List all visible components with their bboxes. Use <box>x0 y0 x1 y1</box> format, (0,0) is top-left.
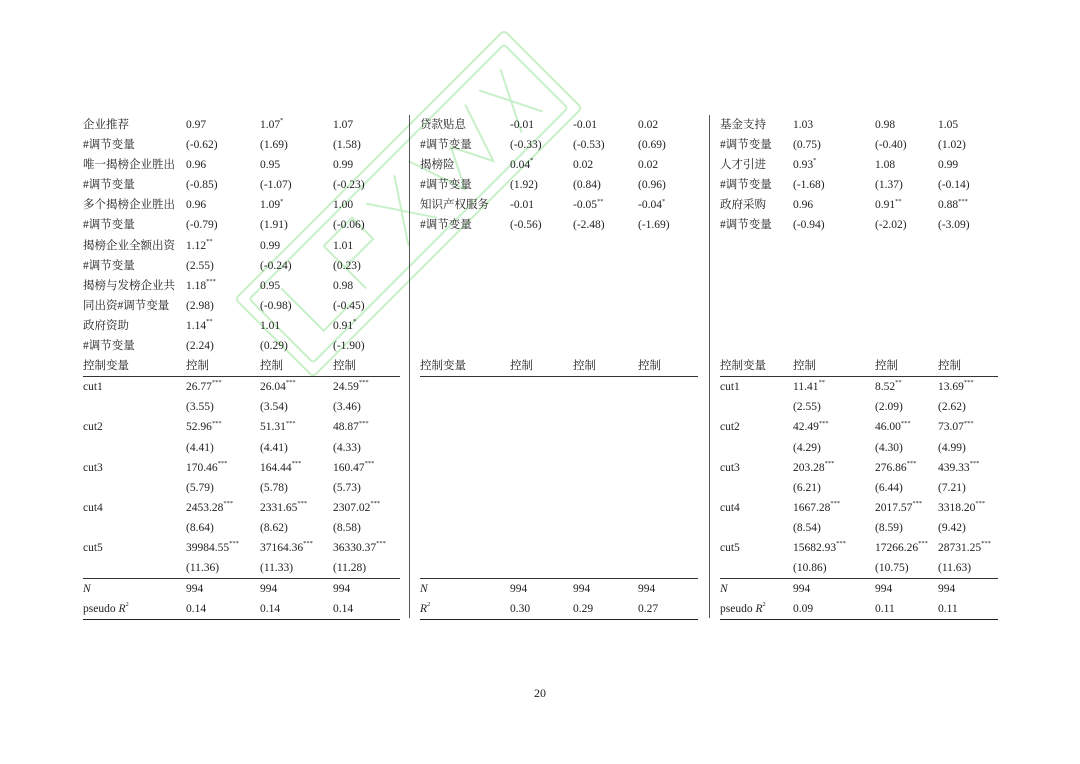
spacer-row <box>720 296 998 316</box>
value-cell: 2331.65*** <box>260 499 308 514</box>
value-cell: (1.02) <box>938 139 966 152</box>
value-cell: (-1.90) <box>333 340 365 353</box>
r-squared-row <box>420 599 698 619</box>
value-cell: 1.01 <box>260 319 281 332</box>
row-label: #调节变量 <box>83 179 135 192</box>
value-cell: (-1.69) <box>638 219 670 232</box>
spacer-row <box>420 256 698 276</box>
value-cell: (-0.56) <box>510 219 542 232</box>
value-cell: 203.28*** <box>793 459 835 474</box>
value-cell: (3.46) <box>333 401 361 414</box>
value-cell: 39984.55*** <box>186 540 239 554</box>
value-cell: 1.05 <box>938 119 959 131</box>
value-cell: (-2.02) <box>875 219 907 232</box>
row-label: pseudo $R^2$ <box>83 601 129 616</box>
cut-row <box>83 458 400 478</box>
value-cell: (-0.85) <box>186 179 218 192</box>
row-label: 同出资#调节变量 <box>83 299 170 312</box>
row-label: 人才引进 <box>720 159 766 172</box>
value-cell: (2.62) <box>938 401 966 414</box>
cut-row <box>720 518 998 538</box>
value-cell: 994 <box>875 583 893 596</box>
row-label: 控制变量 <box>720 360 766 373</box>
value-cell: (-0.53) <box>573 139 605 152</box>
value-cell: 51.31*** <box>260 419 296 434</box>
row-label: cut3 <box>720 461 740 474</box>
column-divider <box>409 115 410 618</box>
value-cell: (-0.33) <box>510 139 542 152</box>
value-cell: 0.27 <box>638 603 659 616</box>
value-cell: 28731.25*** <box>938 540 991 554</box>
spacer-row <box>420 397 698 417</box>
value-cell: 42.49*** <box>793 419 829 434</box>
cut-row <box>83 478 400 498</box>
value-cell: (10.86) <box>793 562 827 575</box>
value-cell: 994 <box>793 583 811 596</box>
row-label: 政府采购 <box>720 199 766 212</box>
value-cell: (2.55) <box>793 401 821 414</box>
row-label: 唯一揭榜企业胜出 <box>83 159 175 172</box>
value-cell: (8.62) <box>260 521 288 534</box>
row-label: N <box>720 583 728 596</box>
row-label: #调节变量 <box>83 219 135 232</box>
value-cell: 0.99 <box>938 159 959 172</box>
value-cell: (2.55) <box>186 259 214 272</box>
row-label: #调节变量 <box>720 179 772 192</box>
value-cell: 0.14 <box>260 603 281 616</box>
value-cell: 0.99 <box>260 239 281 252</box>
spacer-row <box>420 558 698 578</box>
cut-row <box>83 518 400 538</box>
control-row <box>83 356 400 376</box>
value-cell: 0.14 <box>333 603 354 616</box>
table-row <box>720 135 998 155</box>
spacer-row <box>420 478 698 498</box>
value-cell: 994 <box>938 583 956 596</box>
cut-row <box>83 498 400 518</box>
column-divider <box>709 115 710 618</box>
table-row <box>83 296 400 316</box>
cut-row <box>83 397 400 417</box>
cut-row <box>720 478 998 498</box>
value-cell: 3318.20*** <box>938 499 986 514</box>
row-label: cut1 <box>720 381 740 394</box>
value-cell: (1.91) <box>260 219 288 232</box>
cut-row <box>720 417 998 437</box>
row-label: cut2 <box>720 421 740 434</box>
value-cell: 控制 <box>186 360 209 373</box>
value-cell: 73.07*** <box>938 419 974 434</box>
cut-row <box>83 538 400 558</box>
spacer-row <box>420 458 698 478</box>
value-cell: 0.02 <box>573 159 594 172</box>
value-cell: 0.98 <box>333 279 354 292</box>
value-cell: (8.58) <box>333 521 361 534</box>
value-cell: 2453.28*** <box>186 499 234 514</box>
value-cell: 1.18*** <box>186 277 216 292</box>
cut-row <box>720 558 998 578</box>
table-row <box>720 175 998 195</box>
row-label: 多个揭榜企业胜出 <box>83 199 175 212</box>
value-cell: 994 <box>260 583 278 596</box>
row-label: 政府资助 <box>83 319 129 332</box>
value-cell: (-0.98) <box>260 299 292 312</box>
n-row <box>720 579 998 599</box>
spacer-row <box>420 538 698 558</box>
spacer-row <box>420 377 698 397</box>
regression-table-panel-c <box>720 115 998 620</box>
value-cell: 0.93* <box>793 157 817 172</box>
value-cell: -0.04* <box>638 197 666 212</box>
value-cell: (-0.14) <box>938 179 970 192</box>
value-cell: 控制 <box>333 360 356 373</box>
value-cell: 1.08 <box>875 159 896 172</box>
value-cell: 控制 <box>260 360 283 373</box>
value-cell: 52.96*** <box>186 419 222 434</box>
value-cell: (-0.40) <box>875 139 907 152</box>
value-cell: 控制 <box>875 360 898 373</box>
row-label: cut4 <box>720 501 740 514</box>
value-cell: (-0.45) <box>333 299 365 312</box>
row-label: #调节变量 <box>420 219 472 232</box>
spacer-row <box>720 256 998 276</box>
row-label: cut4 <box>83 501 103 514</box>
value-cell: 8.52** <box>875 379 902 394</box>
row-label: 控制变量 <box>83 360 129 373</box>
value-cell: (2.24) <box>186 340 214 353</box>
table-row <box>720 155 998 175</box>
cut-row <box>720 458 998 478</box>
row-label: $R^2$ <box>420 601 431 616</box>
table-row <box>83 115 400 135</box>
table-row <box>720 115 998 135</box>
page-number: 20 <box>534 686 546 700</box>
value-cell: 994 <box>333 583 351 596</box>
row-label: cut2 <box>83 421 103 434</box>
value-cell: -0.01 <box>510 199 534 212</box>
value-cell: (11.36) <box>186 562 220 575</box>
value-cell: 0.02 <box>638 159 659 172</box>
table-row <box>83 195 400 215</box>
value-cell: 0.11 <box>875 603 895 616</box>
value-cell: 0.11 <box>938 603 958 616</box>
value-cell: (8.54) <box>793 521 821 534</box>
value-cell: 0.30 <box>510 603 531 616</box>
value-cell: (-3.09) <box>938 219 970 232</box>
value-cell: 11.41** <box>793 379 825 394</box>
value-cell: 48.87*** <box>333 419 369 434</box>
value-cell: 0.09 <box>793 603 814 616</box>
value-cell: (-0.79) <box>186 219 218 232</box>
value-cell: (0.69) <box>638 139 666 152</box>
value-cell: (10.75) <box>875 562 909 575</box>
value-cell: 37164.36*** <box>260 540 313 554</box>
value-cell: (4.41) <box>186 441 214 454</box>
value-cell: (3.55) <box>186 401 214 414</box>
spacer-row <box>420 276 698 296</box>
table-row <box>83 215 400 235</box>
value-cell: (2.98) <box>186 299 214 312</box>
value-cell: (0.96) <box>638 179 666 192</box>
value-cell: 0.04* <box>510 157 534 172</box>
table-row <box>420 215 698 235</box>
table-row <box>83 236 400 256</box>
value-cell: (-0.23) <box>333 179 365 192</box>
value-cell: 15682.93*** <box>793 540 846 554</box>
value-cell: 1.03 <box>793 119 814 131</box>
n-row <box>420 579 698 599</box>
spacer-row <box>420 236 698 256</box>
table-rule <box>720 619 998 620</box>
value-cell: 994 <box>510 583 528 596</box>
table-row <box>83 175 400 195</box>
table-row <box>83 256 400 276</box>
value-cell: 控制 <box>510 360 533 373</box>
value-cell: 26.77*** <box>186 379 222 394</box>
value-cell: -0.01 <box>510 119 534 131</box>
cut-row <box>83 417 400 437</box>
row-label: 企业推荐 <box>83 119 129 131</box>
value-cell: 13.69*** <box>938 379 974 394</box>
value-cell: 控制 <box>638 360 661 373</box>
value-cell: (11.33) <box>260 562 294 575</box>
value-cell: (-2.48) <box>573 219 605 232</box>
row-label: 控制变量 <box>420 360 466 373</box>
value-cell: (1.92) <box>510 179 538 192</box>
row-label: #调节变量 <box>720 219 772 232</box>
row-label: #调节变量 <box>420 139 472 152</box>
row-label: 揭榜企业全额出资 <box>83 239 175 252</box>
value-cell: 0.99 <box>333 159 354 172</box>
row-label: 贷款贴息 <box>420 119 466 131</box>
value-cell: 0.91* <box>333 318 357 332</box>
value-cell: 控制 <box>793 360 816 373</box>
row-label: 基金支持 <box>720 119 766 131</box>
table-row <box>720 195 998 215</box>
value-cell: 0.96 <box>186 199 207 212</box>
value-cell: 0.98 <box>875 119 896 131</box>
table-row <box>420 175 698 195</box>
table-row <box>83 336 400 356</box>
table-rule <box>420 619 698 620</box>
cut-row <box>720 438 998 458</box>
value-cell: 1.12** <box>186 237 213 252</box>
value-cell: (3.54) <box>260 401 288 414</box>
spacer-row <box>420 296 698 316</box>
value-cell: 1.01 <box>333 239 354 252</box>
value-cell: 1.09* <box>260 197 284 212</box>
value-cell: (4.33) <box>333 441 361 454</box>
table-row <box>420 115 698 135</box>
row-label: #调节变量 <box>83 259 135 272</box>
value-cell: -0.01 <box>573 119 597 131</box>
row-label: #调节变量 <box>83 139 135 152</box>
value-cell: (11.63) <box>938 562 972 575</box>
row-label: N <box>420 583 428 596</box>
value-cell: (-1.68) <box>793 179 825 192</box>
row-label: #调节变量 <box>83 340 135 353</box>
value-cell: -0.05** <box>573 197 604 212</box>
value-cell: 36330.37*** <box>333 540 386 554</box>
spacer-row <box>420 336 698 356</box>
row-label: #调节变量 <box>720 139 772 152</box>
value-cell: (6.44) <box>875 481 903 494</box>
value-cell: (1.37) <box>875 179 903 192</box>
cut-row <box>720 538 998 558</box>
value-cell: (9.42) <box>938 521 966 534</box>
value-cell: (0.23) <box>333 259 361 272</box>
value-cell: (-1.07) <box>260 179 292 192</box>
value-cell: 控制 <box>938 360 961 373</box>
row-label: 揭榜与发榜企业共 <box>83 279 175 292</box>
value-cell: 164.44*** <box>260 459 302 474</box>
value-cell: (6.21) <box>793 481 821 494</box>
row-label: cut5 <box>720 541 740 554</box>
value-cell: 276.86*** <box>875 459 917 474</box>
spacer-row <box>720 236 998 256</box>
value-cell: (4.30) <box>875 441 903 454</box>
value-cell: 0.95 <box>260 159 281 172</box>
value-cell: (-0.24) <box>260 259 292 272</box>
table-row <box>83 276 400 296</box>
value-cell: 0.14 <box>186 603 207 616</box>
regression-table-panel-a <box>83 115 400 620</box>
value-cell: (1.58) <box>333 139 361 152</box>
value-cell: 1.00 <box>333 199 354 212</box>
value-cell: (5.79) <box>186 481 214 494</box>
value-cell: (7.21) <box>938 481 966 494</box>
row-label: 知识产权服务 <box>420 199 489 212</box>
value-cell: (4.29) <box>793 441 821 454</box>
value-cell: (0.84) <box>573 179 601 192</box>
spacer-row <box>720 316 998 336</box>
row-label: pseudo $R^2$ <box>720 601 766 616</box>
regression-table-panel-b <box>420 115 698 620</box>
value-cell: 1.07* <box>260 117 284 131</box>
row-label: cut5 <box>83 541 103 554</box>
table-row <box>83 316 400 336</box>
value-cell: 160.47*** <box>333 459 375 474</box>
row-label: #调节变量 <box>420 179 472 192</box>
control-row <box>720 356 998 376</box>
value-cell: (5.73) <box>333 481 361 494</box>
value-cell: 0.02 <box>638 119 659 131</box>
row-label: cut3 <box>83 461 103 474</box>
value-cell: 2017.57*** <box>875 499 923 514</box>
value-cell: (4.41) <box>260 441 288 454</box>
cut-row <box>83 377 400 397</box>
value-cell: 2307.02*** <box>333 499 381 514</box>
spacer-row <box>420 518 698 538</box>
spacer-row <box>720 276 998 296</box>
spacer-row <box>720 336 998 356</box>
table-row <box>420 155 698 175</box>
cut-row <box>720 498 998 518</box>
value-cell: (4.99) <box>938 441 966 454</box>
value-cell: (8.64) <box>186 521 214 534</box>
spacer-row <box>420 498 698 518</box>
value-cell: 1667.28*** <box>793 499 841 514</box>
row-label: cut1 <box>83 381 103 394</box>
spacer-row <box>420 316 698 336</box>
value-cell: 0.97 <box>186 119 207 131</box>
value-cell: (0.75) <box>793 139 821 152</box>
value-cell: 0.95 <box>260 279 281 292</box>
value-cell: (-0.62) <box>186 139 218 152</box>
value-cell: 994 <box>186 583 204 596</box>
value-cell: 0.96 <box>186 159 207 172</box>
value-cell: 0.96 <box>793 199 814 212</box>
value-cell: (-0.94) <box>793 219 825 232</box>
table-row <box>83 155 400 175</box>
value-cell: (8.59) <box>875 521 903 534</box>
cut-row <box>83 558 400 578</box>
spacer-row <box>420 438 698 458</box>
value-cell: 0.88*** <box>938 197 968 212</box>
value-cell: 26.04*** <box>260 379 296 394</box>
value-cell: 控制 <box>573 360 596 373</box>
cut-row <box>83 438 400 458</box>
r-squared-row <box>83 599 400 619</box>
r-squared-row <box>720 599 998 619</box>
cut-row <box>720 377 998 397</box>
value-cell: 439.33*** <box>938 459 980 474</box>
cut-row <box>720 397 998 417</box>
row-label: N <box>83 583 91 596</box>
value-cell: (11.28) <box>333 562 367 575</box>
value-cell: 170.46*** <box>186 459 228 474</box>
value-cell: 46.00*** <box>875 419 911 434</box>
table-row <box>420 135 698 155</box>
table-row <box>420 195 698 215</box>
table-row <box>720 215 998 235</box>
value-cell: 1.07 <box>333 119 354 131</box>
value-cell: (-0.06) <box>333 219 365 232</box>
value-cell: (1.69) <box>260 139 288 152</box>
value-cell: 994 <box>573 583 591 596</box>
value-cell: 0.91** <box>875 197 902 212</box>
row-label: 揭榜险 <box>420 159 455 172</box>
value-cell: (5.78) <box>260 481 288 494</box>
value-cell: 1.14** <box>186 318 213 332</box>
table-row <box>83 135 400 155</box>
control-row <box>420 356 698 376</box>
value-cell: (0.29) <box>260 340 288 353</box>
spacer-row <box>420 417 698 437</box>
value-cell: 24.59*** <box>333 379 369 394</box>
value-cell: 17266.26*** <box>875 540 928 554</box>
table-rule <box>83 619 400 620</box>
value-cell: 0.29 <box>573 603 594 616</box>
value-cell: 994 <box>638 583 656 596</box>
n-row <box>83 579 400 599</box>
value-cell: (2.09) <box>875 401 903 414</box>
